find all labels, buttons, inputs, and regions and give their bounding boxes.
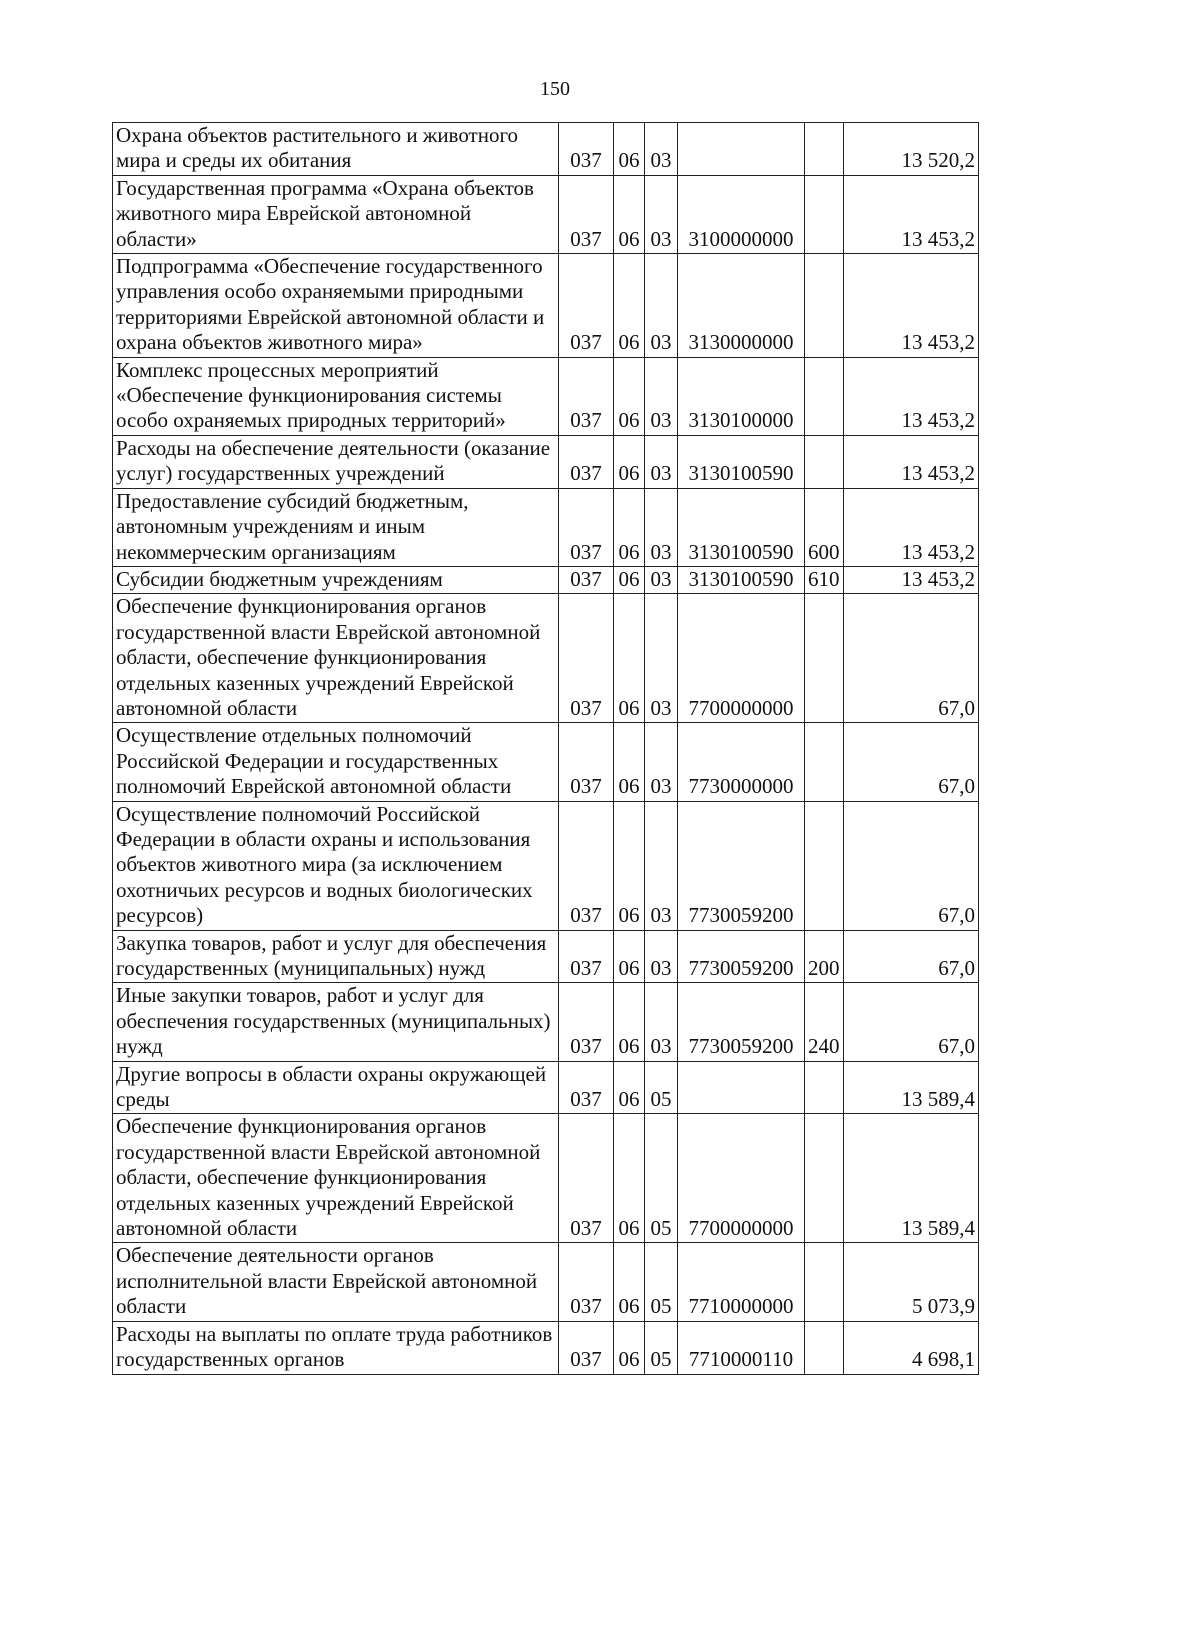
target-article-code: 3130100000 — [678, 357, 805, 435]
amount: 13 453,2 — [844, 357, 979, 435]
subsection-code: 03 — [645, 566, 678, 593]
item-name: Расходы на выплаты по оплате труда работников государственных органов — [113, 1321, 559, 1374]
target-article-code: 7730059200 — [678, 930, 805, 983]
subsection-code: 03 — [645, 723, 678, 801]
department-code: 037 — [559, 594, 614, 723]
expense-type-code: 610 — [805, 566, 844, 593]
amount: 67,0 — [844, 723, 979, 801]
department-code: 037 — [559, 930, 614, 983]
expense-type-code — [805, 1321, 844, 1374]
subsection-code: 03 — [645, 123, 678, 176]
department-code: 037 — [559, 1061, 614, 1114]
item-name: Подпрограмма «Обеспечение государственного управления особо охраняемыми природными территориями Еврейской автономной области и охрана объектов животного мира» — [113, 254, 559, 358]
amount: 13 453,2 — [844, 435, 979, 488]
table-row — [113, 357, 979, 435]
item-name: Иные закупки товаров, работ и услуг для обеспечения государственных (муниципальных) нужд — [113, 983, 559, 1061]
item-name: Охрана объектов растительного и животного мира и среды их обитания — [113, 123, 559, 176]
target-article-code: 3130100590 — [678, 435, 805, 488]
expense-type-code: 600 — [805, 488, 844, 566]
target-article-code: 7710000000 — [678, 1243, 805, 1321]
table-row — [113, 435, 979, 488]
target-article-code: 3130000000 — [678, 254, 805, 358]
amount: 67,0 — [844, 801, 979, 930]
expense-type-code: 200 — [805, 930, 844, 983]
subsection-code: 05 — [645, 1243, 678, 1321]
table-row — [113, 566, 979, 593]
target-article-code: 3100000000 — [678, 175, 805, 253]
item-name: Расходы на обеспечение деятельности (оказание услуг) государственных учреждений — [113, 435, 559, 488]
section-code: 06 — [614, 594, 645, 723]
section-code: 06 — [614, 435, 645, 488]
department-code: 037 — [559, 983, 614, 1061]
department-code: 037 — [559, 175, 614, 253]
section-code: 06 — [614, 123, 645, 176]
expense-type-code — [805, 175, 844, 253]
section-code: 06 — [614, 1321, 645, 1374]
amount: 67,0 — [844, 983, 979, 1061]
section-code: 06 — [614, 1243, 645, 1321]
expense-type-code — [805, 357, 844, 435]
department-code: 037 — [559, 723, 614, 801]
section-code: 06 — [614, 488, 645, 566]
expense-type-code — [805, 723, 844, 801]
item-name: Осуществление полномочий Российской Федерации в области охраны и использования объектов животного мира (за исключением охотничьих ресурсов и водных биологических ресурсов) — [113, 801, 559, 930]
target-article-code — [678, 123, 805, 176]
department-code: 037 — [559, 801, 614, 930]
expense-type-code — [805, 801, 844, 930]
subsection-code: 03 — [645, 594, 678, 723]
subsection-code: 03 — [645, 175, 678, 253]
department-code: 037 — [559, 488, 614, 566]
expense-type-code — [805, 1114, 844, 1243]
section-code: 06 — [614, 1061, 645, 1114]
department-code: 037 — [559, 254, 614, 358]
item-name: Государственная программа «Охрана объектов животного мира Еврейской автономной области» — [113, 175, 559, 253]
table-row — [113, 983, 979, 1061]
department-code: 037 — [559, 123, 614, 176]
department-code: 037 — [559, 566, 614, 593]
item-name: Предоставление субсидий бюджетным, автономным учреждениям и иным некоммерческим организациям — [113, 488, 559, 566]
item-name: Субсидии бюджетным учреждениям — [113, 566, 559, 593]
section-code: 06 — [614, 357, 645, 435]
item-name: Другие вопросы в области охраны окружающей среды — [113, 1061, 559, 1114]
table-row — [113, 488, 979, 566]
subsection-code: 03 — [645, 254, 678, 358]
table-row — [113, 1243, 979, 1321]
table-row — [113, 801, 979, 930]
subsection-code: 05 — [645, 1114, 678, 1243]
target-article-code: 7730059200 — [678, 801, 805, 930]
amount: 4 698,1 — [844, 1321, 979, 1374]
target-article-code: 7710000110 — [678, 1321, 805, 1374]
target-article-code: 7730000000 — [678, 723, 805, 801]
table-row — [113, 175, 979, 253]
table-row — [113, 1114, 979, 1243]
amount: 13 453,2 — [844, 566, 979, 593]
budget-table — [112, 122, 979, 1375]
table-row — [113, 594, 979, 723]
target-article-code — [678, 1061, 805, 1114]
section-code: 06 — [614, 723, 645, 801]
target-article-code: 7700000000 — [678, 594, 805, 723]
subsection-code: 05 — [645, 1321, 678, 1374]
department-code: 037 — [559, 1321, 614, 1374]
item-name: Комплекс процессных мероприятий «Обеспечение функционирования системы особо охраняемых природных территорий» — [113, 357, 559, 435]
item-name: Обеспечение функционирования органов государственной власти Еврейской автономной области, обеспечение функционирования отдельных казенных учреждений Еврейской автономной области — [113, 1114, 559, 1243]
subsection-code: 03 — [645, 983, 678, 1061]
expense-type-code — [805, 594, 844, 723]
subsection-code: 03 — [645, 435, 678, 488]
amount: 13 453,2 — [844, 175, 979, 253]
subsection-code: 03 — [645, 357, 678, 435]
subsection-code: 03 — [645, 801, 678, 930]
expense-type-code — [805, 254, 844, 358]
amount: 13 453,2 — [844, 488, 979, 566]
section-code: 06 — [614, 801, 645, 930]
expense-type-code: 240 — [805, 983, 844, 1061]
department-code: 037 — [559, 357, 614, 435]
target-article-code: 3130100590 — [678, 488, 805, 566]
table-row — [113, 123, 979, 176]
subsection-code: 03 — [645, 930, 678, 983]
target-article-code: 7700000000 — [678, 1114, 805, 1243]
amount: 13 453,2 — [844, 254, 979, 358]
item-name: Обеспечение деятельности органов исполнительной власти Еврейской автономной области — [113, 1243, 559, 1321]
section-code: 06 — [614, 930, 645, 983]
amount: 67,0 — [844, 930, 979, 983]
table-row — [113, 254, 979, 358]
section-code: 06 — [614, 566, 645, 593]
item-name: Закупка товаров, работ и услуг для обеспечения государственных (муниципальных) нужд — [113, 930, 559, 983]
amount: 13 589,4 — [844, 1061, 979, 1114]
amount: 5 073,9 — [844, 1243, 979, 1321]
target-article-code: 3130100590 — [678, 566, 805, 593]
item-name: Осуществление отдельных полномочий Российской Федерации и государственных полномочий Еврейской автономной области — [113, 723, 559, 801]
expense-type-code — [805, 1243, 844, 1321]
expense-type-code — [805, 435, 844, 488]
table-row — [113, 1061, 979, 1114]
item-name: Обеспечение функционирования органов государственной власти Еврейской автономной области, обеспечение функционирования отдельных казенных учреждений Еврейской автономной области — [113, 594, 559, 723]
subsection-code: 03 — [645, 488, 678, 566]
table-row — [113, 1321, 979, 1374]
amount: 67,0 — [844, 594, 979, 723]
section-code: 06 — [614, 983, 645, 1061]
amount: 13 589,4 — [844, 1114, 979, 1243]
department-code: 037 — [559, 1243, 614, 1321]
target-article-code: 7730059200 — [678, 983, 805, 1061]
section-code: 06 — [614, 1114, 645, 1243]
section-code: 06 — [614, 175, 645, 253]
page-number: 150 — [540, 78, 570, 100]
expense-type-code — [805, 1061, 844, 1114]
section-code: 06 — [614, 254, 645, 358]
amount: 13 520,2 — [844, 123, 979, 176]
expense-type-code — [805, 123, 844, 176]
table-row — [113, 930, 979, 983]
table-row — [113, 723, 979, 801]
department-code: 037 — [559, 1114, 614, 1243]
department-code: 037 — [559, 435, 614, 488]
subsection-code: 05 — [645, 1061, 678, 1114]
